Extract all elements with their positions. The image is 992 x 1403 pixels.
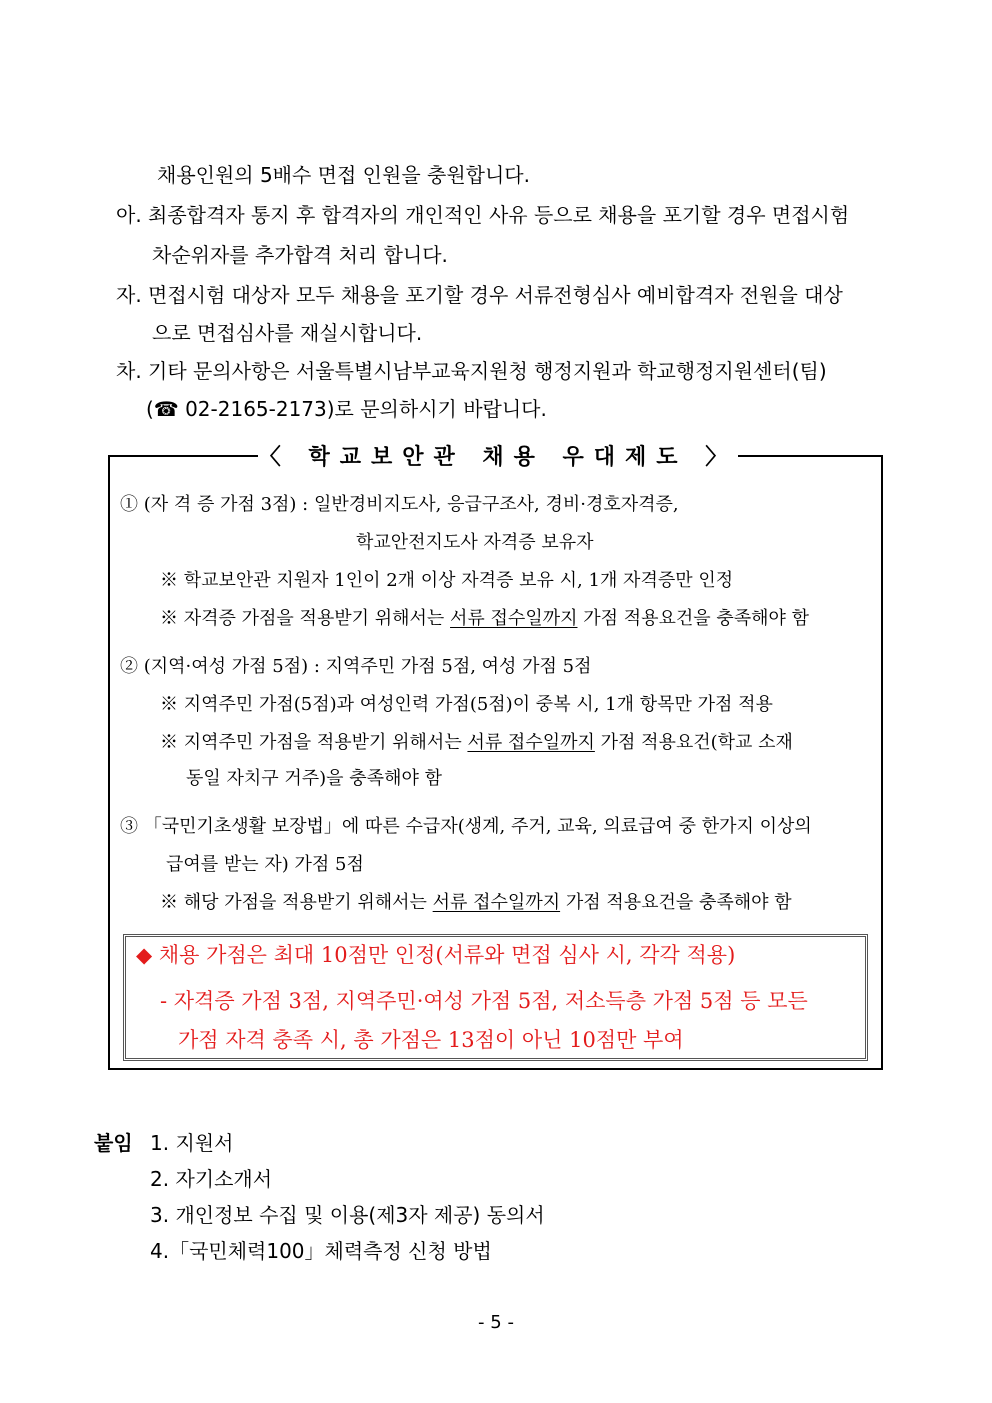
- page-number: - 5 -: [478, 1312, 514, 1333]
- notice-line-1: ◆ 채용 가점은 최대 10점만 인정(서류와 면접 심사 시, 각각 적용): [136, 943, 736, 967]
- item3-note: [160, 890, 792, 916]
- item3-line-1: ③ 「국민기초생활 보장법」에 따른 수급자(생계, 주거, 교육, 의료급여 중 한가지 이상의: [120, 816, 812, 837]
- item-ja-line-2: 으로 면접심사를 재실시합니다.: [152, 321, 423, 345]
- item2-note-2-cont: 동일 자치구 거주)을 충족해야 함: [186, 768, 442, 789]
- item3-note-underlined: 서류 접수일까지: [432, 892, 561, 913]
- attachments-label: 붙임: [94, 1131, 133, 1155]
- preference-box-title: 〈 학교보안관 채용 우대제도 〉: [258, 443, 738, 473]
- item2-note-1: ※ 지역주민 가점(5점)과 여성인력 가점(5점)이 중복 시, 1개 항목만 가점 적용: [160, 694, 773, 715]
- item3-line-2: 급여를 받는 자) 가점 5점: [166, 854, 364, 875]
- item2-line-1: ② (지역·여성 가점 5점) : 지역주민 가점 5점, 여성 가점 5점: [120, 656, 592, 677]
- item1-note-2-post: 가점 적용요건을 충족해야 함: [577, 608, 810, 629]
- item-a-line-1: 아. 최종합격자 통지 후 합격자의 개인적인 사유 등으로 채용을 포기할 경우 면접시험: [116, 203, 850, 227]
- item-ja-line-1: 자. 면접시험 대상자 모두 채용을 포기할 경우 서류전형심사 예비합격자 전원을 대상: [116, 283, 843, 307]
- item-cha-line-1: 차. 기타 문의사항은 서울특별시남부교육지원청 행정지원과 학교행정지원센터(팀): [116, 359, 827, 383]
- attachment-item-1: 1. 지원서: [150, 1131, 234, 1155]
- item-cha-line-2: (☎ 02-2165-2173)로 문의하시기 바랍니다.: [146, 397, 547, 421]
- attachment-item-3: 3. 개인정보 수집 및 이용(제3자 제공) 동의서: [150, 1203, 545, 1227]
- item2-note-2-underlined: 서류 접수일까지: [467, 732, 595, 753]
- text-line-1: 채용인원의 5배수 면접 인원을 충원합니다.: [157, 163, 530, 187]
- notice-line-2: - 자격증 가점 3점, 지역주민·여성 가점 5점, 저소득층 가점 5점 등 모든: [160, 989, 808, 1013]
- notice-line-3: 가점 자격 충족 시, 총 가점은 13점이 아닌 10점만 부여: [178, 1028, 684, 1052]
- attachment-item-4: 4.「국민체력100」체력측정 신청 방법: [150, 1239, 492, 1263]
- item1-note-2: [160, 606, 809, 632]
- item3-note-post: 가점 적용요건을 충족해야 함: [560, 892, 792, 913]
- item1-line-1: ① (자 격 증 가점 3점) : 일반경비지도사, 응급구조사, 경비·경호자격증,: [120, 494, 679, 515]
- item1-line-2: 학교안전지도사 자격증 보유자: [356, 532, 594, 553]
- attachment-item-2: 2. 자기소개서: [150, 1167, 273, 1191]
- item1-note-1: ※ 학교보안관 지원자 1인이 2개 이상 자격증 보유 시, 1개 자격증만 인정: [160, 570, 734, 591]
- item2-note-2-pre: ※ 지역주민 가점을 적용받기 위해서는: [160, 732, 468, 753]
- item1-note-2-underlined: 서류 접수일까지: [450, 608, 578, 629]
- item2-note-2: [160, 730, 793, 756]
- item-a-line-2: 차순위자를 추가합격 처리 합니다.: [152, 243, 448, 267]
- item2-note-2-post: 가점 적용요건(학교 소재: [594, 732, 793, 753]
- item1-note-2-pre: ※ 자격증 가점을 적용받기 위해서는: [160, 608, 451, 629]
- item3-note-pre: ※ 해당 가점을 적용받기 위해서는: [160, 892, 433, 913]
